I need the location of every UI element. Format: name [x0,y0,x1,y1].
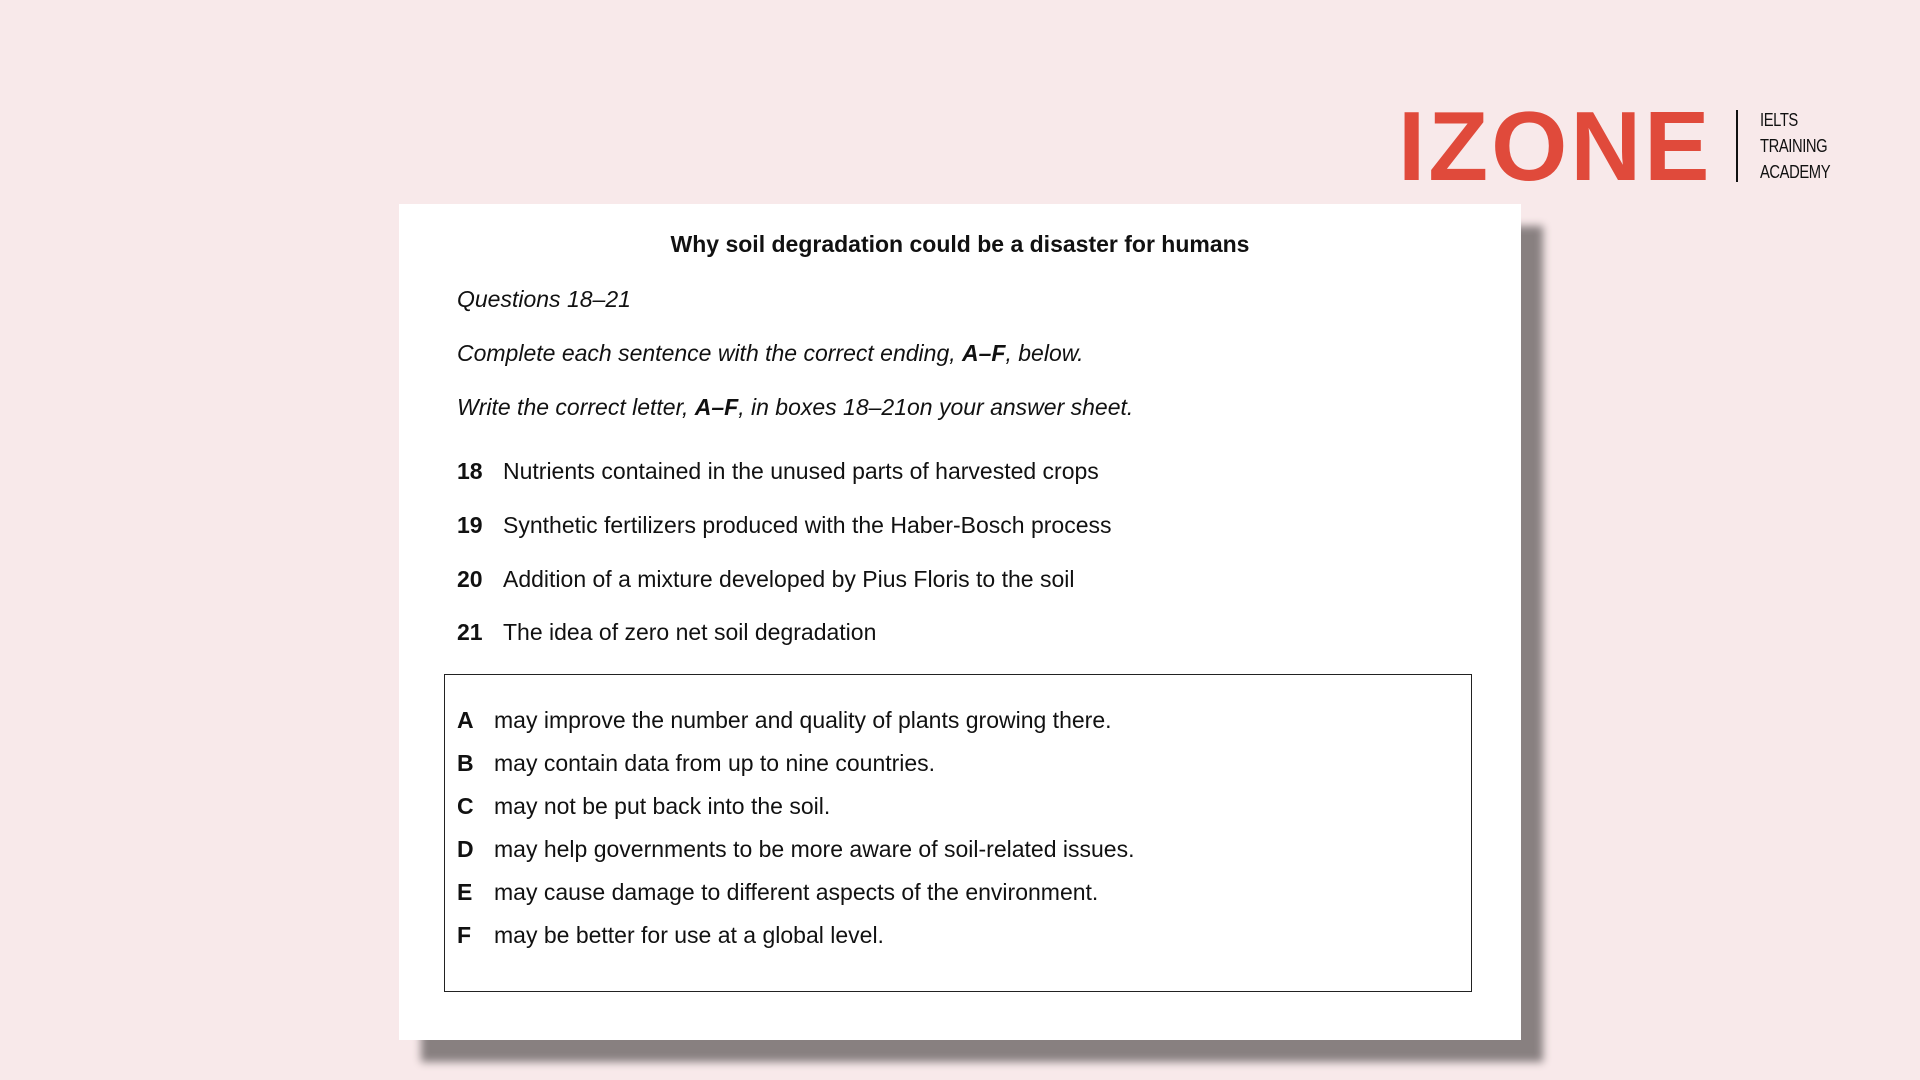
logo-divider [1736,110,1738,182]
logo-tagline [1760,107,1830,185]
ending-option [457,793,830,820]
ending-letter: F [457,922,472,948]
question-text: Nutrients contained in the unused parts of harvested crops [503,458,1099,484]
ending-text: may be better for use at a global level. [494,922,884,948]
instruction-text: , below. [1005,340,1084,366]
ending-option [457,922,884,949]
questions-label: Questions 18–21 [457,286,631,312]
question-number: 21 [457,619,483,645]
question-number: 18 [457,458,483,484]
ending-option [457,750,935,777]
question-item [457,512,1112,539]
question-item [457,619,876,646]
ending-option [457,707,1112,734]
ending-letter: C [457,793,474,819]
ending-letter: B [457,750,474,776]
logo-wordmark: IZONE [1398,91,1713,201]
instruction-range: A–F [694,394,739,420]
question-text: Synthetic fertilizers produced with the Haber-Bosch process [503,512,1112,538]
ending-text: may contain data from up to nine countries. [494,750,936,776]
ending-text: may help governments to be more aware of soil-related issues. [494,836,1135,862]
ending-letter: D [457,836,474,862]
instruction-text: Write the correct letter, [457,394,695,420]
instruction-text: Complete each sentence with the correct ending, [457,340,963,366]
instruction-range: A–F [962,340,1006,366]
endings-box [444,674,1472,992]
instruction-write [457,394,1133,421]
logo-tagline-line: IELTS [1760,110,1799,130]
ending-option [457,879,1098,906]
ending-letter: E [457,879,473,905]
instruction-complete [457,340,1083,367]
question-sheet [399,204,1521,1040]
logo-tagline-line: ACADEMY [1760,162,1831,182]
logo-tagline-line: TRAINING [1760,136,1828,156]
instruction-text: , in boxes 18–21on your answer sheet. [738,394,1134,420]
ending-text: may cause damage to different aspects of the environment. [494,879,1099,905]
ending-option [457,836,1134,863]
question-number: 19 [457,512,483,538]
izone-logo [1398,91,1846,201]
question-item [457,458,1099,485]
ending-text: may improve the number and quality of plants growing there. [494,707,1112,733]
ending-letter: A [457,707,474,733]
question-text: Addition of a mixture developed by Pius Floris to the soil [503,566,1075,592]
ending-text: may not be put back into the soil. [494,793,831,819]
question-item [457,566,1074,593]
document-title: Why soil degradation could be a disaster for humans [670,231,1250,257]
question-number: 20 [457,566,483,592]
question-text: The idea of zero net soil degradation [503,619,877,645]
